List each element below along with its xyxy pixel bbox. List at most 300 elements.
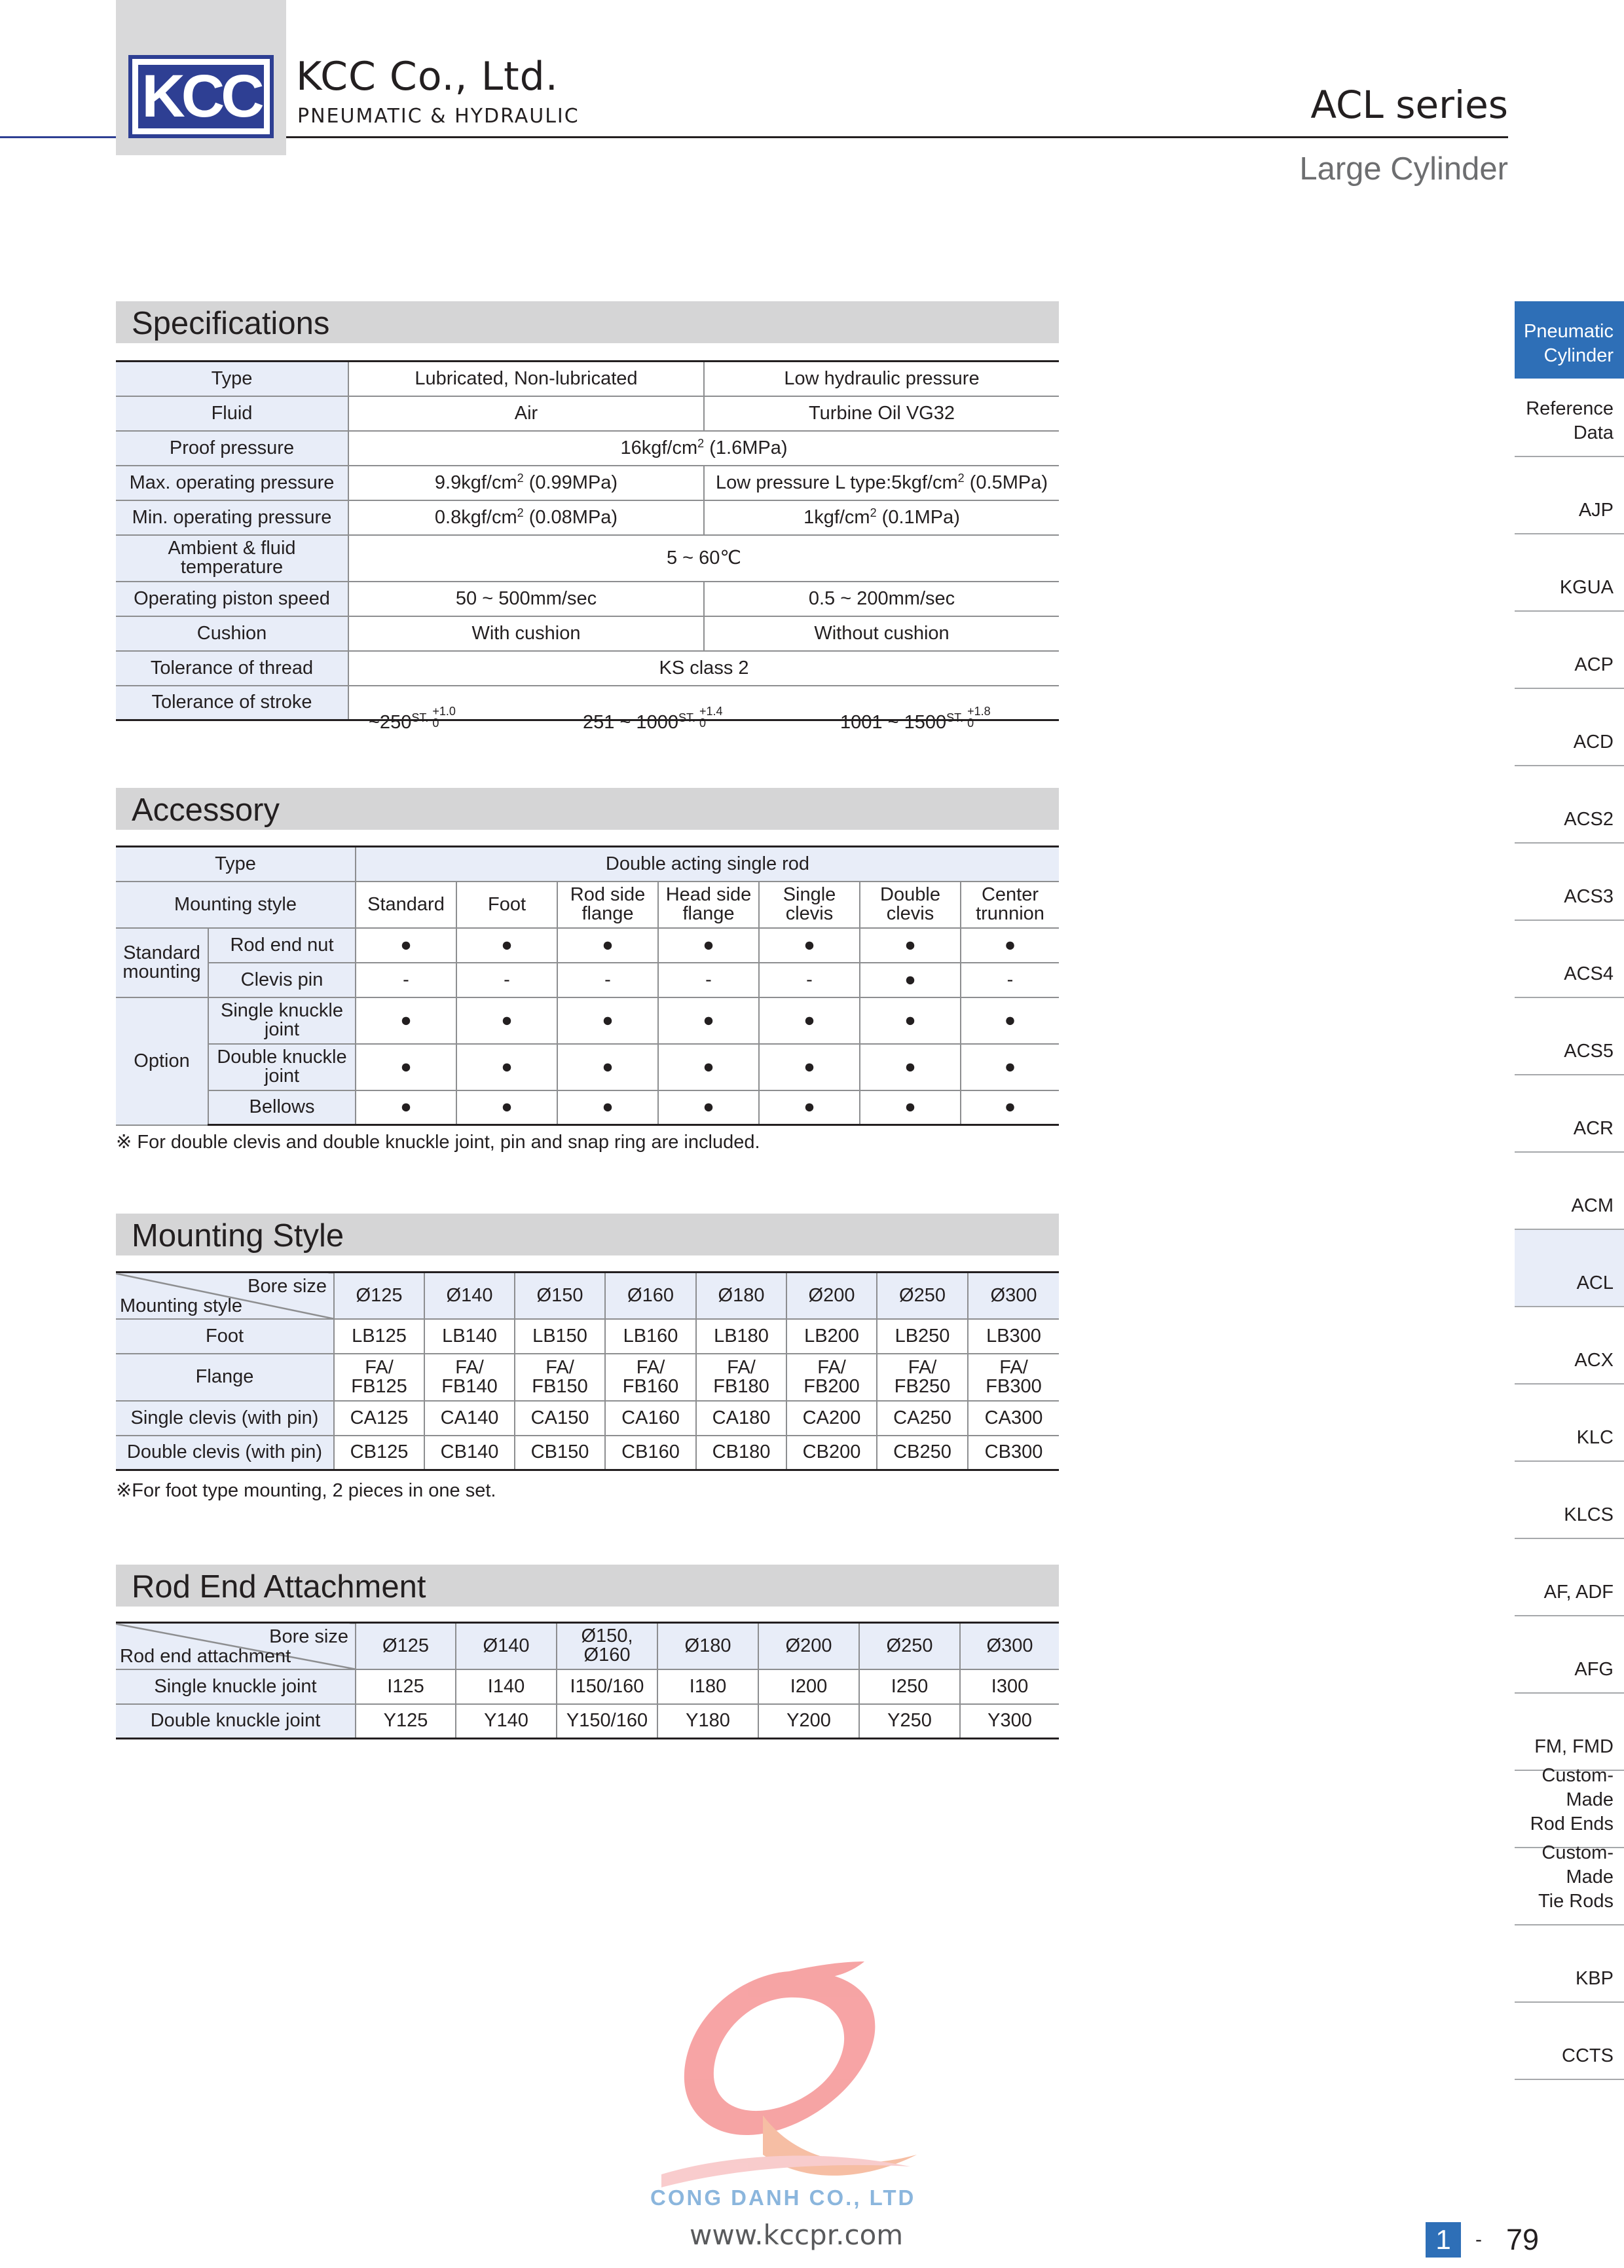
model-code: LB300: [968, 1319, 1059, 1354]
accessory-title: Accessory: [132, 792, 280, 828]
table-row: [116, 582, 1059, 616]
mounting-style-title: Mounting Style: [132, 1218, 344, 1254]
superscript: 2: [697, 436, 705, 450]
row-label: [208, 997, 356, 1044]
nav-item-ajp[interactable]: [1515, 457, 1624, 534]
nav-label: ACD: [1573, 732, 1614, 753]
code-line: FA/: [455, 1356, 484, 1378]
nav-label: KLC: [1576, 1427, 1614, 1448]
value-text: (1.6MPa): [704, 437, 788, 458]
spec-value: 0.5 ~ 200mm/sec: [704, 582, 1059, 616]
availability-mark: ●: [860, 997, 961, 1044]
bore-header: [456, 1623, 557, 1669]
stroke-item: [840, 705, 991, 732]
nav-item-acr[interactable]: [1515, 1075, 1624, 1153]
label-line: Rod end nut: [230, 934, 334, 956]
bore-header: Ø140: [424, 1273, 515, 1319]
model-code: [334, 1354, 424, 1401]
style-header: [557, 882, 658, 928]
code-line: FA/: [999, 1356, 1028, 1378]
label-line: Double knuckle: [217, 1047, 347, 1068]
kcc-logo: [128, 55, 274, 138]
nav-item-acd[interactable]: [1515, 689, 1624, 766]
availability-mark: ●: [456, 997, 557, 1044]
bore-header: Ø300: [968, 1273, 1059, 1319]
nav-item-acm[interactable]: [1515, 1153, 1624, 1230]
model-code: [515, 1354, 605, 1401]
model-code: I250: [859, 1669, 960, 1704]
nav-label: AJP: [1578, 500, 1614, 521]
label-line: Single knuckle: [221, 1000, 343, 1021]
bore-header: Ø125: [334, 1273, 424, 1319]
type-value: Double acting single rod: [356, 847, 1059, 882]
bore-header: Ø160: [605, 1273, 696, 1319]
model-code: LB160: [605, 1319, 696, 1354]
spec-label: Operating piston speed: [116, 582, 348, 616]
spec-label: Min. operating pressure: [116, 500, 348, 535]
availability-mark: ●: [759, 997, 860, 1044]
specifications-table: [116, 360, 1059, 733]
accessory-note: ※ For double clevis and double knuckle joint, pin and snap ring are included.: [116, 1132, 760, 1153]
company-name: KCC Co., Ltd.: [296, 54, 559, 100]
spec-value: [348, 466, 704, 500]
table-row: [116, 1436, 1059, 1470]
code-line: FA/: [636, 1356, 665, 1378]
spec-value: Air: [348, 396, 704, 431]
spec-label: Type: [116, 362, 348, 396]
value-text: (0.1MPa): [876, 506, 960, 528]
availability-mark: ●: [860, 963, 961, 997]
header-line: Ø250: [886, 1635, 933, 1656]
model-code: CB125: [334, 1436, 424, 1470]
availability-mark: ●: [961, 928, 1059, 963]
code-line: FA/: [908, 1356, 937, 1378]
nav-item-kbp[interactable]: [1515, 1925, 1624, 2003]
spec-value: 50 ~ 500mm/sec: [348, 582, 704, 616]
model-code: [696, 1354, 786, 1401]
model-code: LB140: [424, 1319, 515, 1354]
nav-item-ccts[interactable]: [1515, 2003, 1624, 2080]
code-line: FB125: [351, 1375, 407, 1397]
code-line: FB150: [532, 1375, 588, 1397]
availability-mark: ●: [557, 997, 658, 1044]
header-line: Ø140: [483, 1635, 530, 1656]
table-row: [116, 928, 1059, 963]
nav-item-custom-rod-ends[interactable]: [1515, 1765, 1624, 1848]
label-line: Clevis pin: [240, 969, 323, 990]
specifications-title: Specifications: [132, 306, 330, 341]
value-text: 16kgf/cm: [620, 437, 698, 458]
model-code: I200: [758, 1669, 859, 1704]
nav-item-afg[interactable]: [1515, 1616, 1624, 1694]
model-code: I300: [960, 1669, 1059, 1704]
availability-mark: ●: [356, 928, 456, 963]
header-line: Ø200: [785, 1635, 832, 1656]
nav-item-acp[interactable]: [1515, 612, 1624, 689]
model-code: [424, 1354, 515, 1401]
value-text: (0.5MPa): [964, 472, 1048, 493]
bore-header: [758, 1623, 859, 1669]
stroke-item: [369, 705, 456, 732]
model-code: LB250: [877, 1319, 968, 1354]
model-code: CA140: [424, 1401, 515, 1436]
nav-label: ACM: [1571, 1195, 1614, 1216]
mounting-style-header: [116, 1214, 1059, 1255]
row-label: [208, 928, 356, 963]
code-line: FB250: [894, 1375, 951, 1397]
header-line: flange: [682, 903, 735, 924]
nav-item-kgua[interactable]: [1515, 534, 1624, 612]
series-title: ACL series: [1310, 83, 1508, 127]
model-code: CB150: [515, 1436, 605, 1470]
mounting-style-note: ※For foot type mounting, 2 pieces in one set.: [116, 1480, 496, 1501]
header-line: Ø180: [684, 1635, 731, 1656]
bore-header: Ø180: [696, 1273, 786, 1319]
value-text: Low pressure L type:5kgf/cm: [716, 472, 958, 493]
model-code: Y125: [356, 1704, 456, 1739]
availability-mark: -: [759, 963, 860, 997]
spec-value: With cushion: [348, 616, 704, 651]
row-label: Single knuckle joint: [116, 1669, 356, 1704]
rod-end-title: Rod End Attachment: [132, 1569, 426, 1605]
group-line: mounting: [122, 961, 201, 982]
table-row: [116, 686, 1059, 720]
model-code: CB200: [786, 1436, 877, 1470]
model-code: Y200: [758, 1704, 859, 1739]
company-subtitle: PNEUMATIC & HYDRAULIC: [297, 105, 580, 128]
availability-mark: ●: [456, 1044, 557, 1090]
rod-end-header: [116, 1565, 1059, 1607]
tolerance-upper: +1.8: [967, 704, 991, 718]
corner-bottom-label: Mounting style: [120, 1295, 242, 1316]
availability-mark: ●: [658, 997, 759, 1044]
table-row: [116, 1090, 1059, 1125]
code-line: FB200: [803, 1375, 860, 1397]
availability-mark: ●: [456, 928, 557, 963]
nav-label: AF, ADF: [1543, 1582, 1614, 1603]
availability-mark: ●: [557, 928, 658, 963]
model-code: CB300: [968, 1436, 1059, 1470]
series-subtitle: Large Cylinder: [1299, 151, 1508, 187]
bore-header: Ø200: [786, 1273, 877, 1319]
row-label: Flange: [116, 1354, 334, 1401]
table-row: [116, 963, 1059, 997]
nav-item-reference-data[interactable]: [1515, 380, 1624, 457]
nav-item-custom-tie-rods[interactable]: [1515, 1842, 1624, 1925]
group-standard-mounting: [116, 928, 208, 997]
model-code: CA200: [786, 1401, 877, 1436]
spec-label: Tolerance of thread: [116, 651, 348, 686]
table-row: [116, 396, 1059, 431]
nav-item-klc[interactable]: [1515, 1385, 1624, 1462]
nav-item-acs2[interactable]: [1515, 766, 1624, 844]
spec-value: [704, 466, 1059, 500]
availability-mark: ●: [759, 928, 860, 963]
label-line: joint: [264, 1066, 300, 1087]
spec-label: Fluid: [116, 396, 348, 431]
availability-mark: ●: [759, 1044, 860, 1090]
row-label: Double knuckle joint: [116, 1704, 356, 1739]
spec-value: Turbine Oil VG32: [704, 396, 1059, 431]
nav-label: Custom- Made Tie Rods: [1538, 1842, 1614, 1912]
table-row: [116, 651, 1059, 686]
table-row: [116, 1319, 1059, 1354]
style-header: [860, 882, 961, 928]
nav-item-klcs[interactable]: [1515, 1462, 1624, 1539]
model-code: Y300: [960, 1704, 1059, 1739]
tolerance-fraction: [699, 705, 723, 729]
spec-value: Lubricated, Non-lubricated: [348, 362, 704, 396]
page-separator: -: [1475, 2229, 1482, 2250]
model-code: CB180: [696, 1436, 786, 1470]
code-line: FA/: [545, 1356, 574, 1378]
label-line: joint: [264, 1019, 300, 1040]
group-line: Standard: [123, 942, 200, 963]
nav-item-acs5[interactable]: [1515, 998, 1624, 1075]
model-code: [877, 1354, 968, 1401]
bore-header: [557, 1623, 657, 1669]
value-text: (0.08MPa): [523, 506, 618, 528]
corner-top-label: Bore size: [269, 1626, 348, 1647]
header-rule-right: [286, 136, 1508, 138]
spec-label: [116, 535, 348, 582]
label-line: Bellows: [249, 1096, 315, 1118]
page-number: 79: [1506, 2223, 1540, 2256]
model-code: [968, 1354, 1059, 1401]
superscript: 2: [517, 471, 524, 485]
stroke-st: ST.: [678, 711, 695, 724]
nav-label: ACS4: [1564, 963, 1614, 984]
availability-mark: -: [557, 963, 658, 997]
tolerance-upper: +1.0: [432, 704, 456, 718]
table-row: [116, 997, 1059, 1044]
nav-label: Custom- Made Rod Ends: [1530, 1765, 1614, 1834]
row-label: Single clevis (with pin): [116, 1401, 334, 1436]
header-line: clevis: [886, 903, 934, 924]
tolerance-fraction: [967, 705, 991, 729]
group-option: Option: [116, 997, 208, 1125]
nav-label: ACP: [1574, 654, 1614, 675]
mounting-style-label: Mounting style: [116, 882, 356, 928]
table-row: [116, 616, 1059, 651]
header-line: Single: [783, 884, 836, 905]
model-code: CB160: [605, 1436, 696, 1470]
model-code: LB200: [786, 1319, 877, 1354]
superscript: 2: [957, 471, 965, 485]
model-code: CA125: [334, 1401, 424, 1436]
header-line: flange: [581, 903, 634, 924]
header-line: Ø125: [382, 1635, 429, 1656]
nav-label: ACR: [1573, 1118, 1614, 1139]
availability-mark: ●: [961, 1090, 1059, 1125]
label-line: temperature: [180, 557, 284, 578]
bore-header: Ø250: [877, 1273, 968, 1319]
availability-mark: ●: [557, 1090, 658, 1125]
nav-item-acl[interactable]: [1515, 1230, 1624, 1307]
row-label: [208, 963, 356, 997]
availability-mark: ●: [860, 1044, 961, 1090]
nav-item-acs3[interactable]: [1515, 844, 1624, 921]
stroke-item: [583, 705, 723, 732]
nav-label: Pneumatic Cylinder: [1523, 321, 1614, 366]
stroke-st: ST.: [411, 711, 429, 724]
bore-header: Ø150: [515, 1273, 605, 1319]
bore-header: [356, 1623, 456, 1669]
availability-mark: ●: [961, 997, 1059, 1044]
model-code: Y250: [859, 1704, 960, 1739]
model-code: Y150/160: [557, 1704, 657, 1739]
spec-label: Max. operating pressure: [116, 466, 348, 500]
superscript: 2: [517, 506, 524, 519]
superscript: 2: [870, 506, 877, 519]
header-line: Ø150,: [581, 1626, 633, 1647]
label-line: Ambient & fluid: [168, 538, 296, 559]
nav-label: ACS3: [1564, 886, 1614, 907]
header-line: Rod side: [570, 884, 646, 905]
model-code: CA180: [696, 1401, 786, 1436]
header-line: trunnion: [976, 903, 1044, 924]
model-code: CA160: [605, 1401, 696, 1436]
model-code: I125: [356, 1669, 456, 1704]
watermark-logo-icon: [648, 1958, 923, 2194]
header-line: Double: [880, 884, 940, 905]
value-text: (0.99MPa): [523, 472, 618, 493]
header-line: Standard: [367, 893, 445, 915]
mounting-style-table: [116, 1271, 1059, 1471]
spec-label: Tolerance of stroke: [116, 686, 348, 720]
nav-label: AFG: [1574, 1659, 1614, 1680]
row-label: [208, 1090, 356, 1125]
style-header: [356, 882, 456, 928]
model-code: LB125: [334, 1319, 424, 1354]
code-line: FB160: [622, 1375, 679, 1397]
model-code: CA300: [968, 1401, 1059, 1436]
availability-mark: ●: [759, 1090, 860, 1125]
code-line: FB180: [713, 1375, 769, 1397]
corner-header: [116, 1273, 334, 1319]
nav-item-af-adf[interactable]: [1515, 1539, 1624, 1616]
accessory-header: [116, 788, 1059, 830]
nav-label: KBP: [1575, 1968, 1614, 1989]
stroke-range: 1001 ~ 1500: [840, 711, 947, 733]
nav-item-pneumatic-cylinder[interactable]: [1515, 301, 1624, 379]
tolerance-upper: +1.4: [699, 704, 723, 718]
spec-value: [348, 500, 704, 535]
nav-item-acs4[interactable]: [1515, 921, 1624, 998]
availability-mark: ●: [356, 997, 456, 1044]
nav-label: ACL: [1576, 1273, 1614, 1293]
availability-mark: -: [961, 963, 1059, 997]
website-url: www.kccpr.com: [690, 2219, 904, 2251]
spec-value: 5 ~ 60℃: [348, 535, 1059, 582]
corner-bottom-label: Rod end attachment: [120, 1645, 291, 1667]
header-line: Foot: [487, 893, 526, 915]
watermark-text: CONG DANH CO., LTD: [650, 2185, 916, 2210]
model-code: I140: [456, 1669, 557, 1704]
availability-mark: ●: [658, 1044, 759, 1090]
availability-mark: ●: [860, 928, 961, 963]
tolerance-lower: 0: [699, 716, 706, 730]
header-line: Ø300: [986, 1635, 1033, 1656]
nav-label: ACS2: [1564, 809, 1614, 830]
style-header: [759, 882, 860, 928]
model-code: CA250: [877, 1401, 968, 1436]
availability-mark: ●: [557, 1044, 658, 1090]
bore-header: [960, 1623, 1059, 1669]
row-label: Double clevis (with pin): [116, 1436, 334, 1470]
availability-mark: -: [456, 963, 557, 997]
tolerance-lower: 0: [432, 716, 439, 730]
code-line: FA/: [727, 1356, 756, 1378]
stroke-st: ST.: [946, 711, 964, 724]
header-line: Center: [981, 884, 1039, 905]
type-label: Type: [116, 847, 356, 882]
spec-label: Cushion: [116, 616, 348, 651]
table-row: [116, 431, 1059, 466]
nav-item-fm-fmd[interactable]: [1515, 1694, 1624, 1771]
table-row: [116, 500, 1059, 535]
table-row: [116, 1623, 1059, 1669]
table-row: [116, 362, 1059, 396]
model-code: [605, 1354, 696, 1401]
model-code: Y180: [657, 1704, 758, 1739]
model-code: Y140: [456, 1704, 557, 1739]
stroke-range: 251 ~ 1000: [583, 711, 678, 733]
style-header: [961, 882, 1059, 928]
availability-mark: ●: [356, 1090, 456, 1125]
bore-header: [859, 1623, 960, 1669]
code-line: FA/: [817, 1356, 846, 1378]
stroke-tolerance-cell: [348, 686, 1059, 733]
availability-mark: ●: [356, 1044, 456, 1090]
logo-text: KCC: [138, 65, 264, 128]
model-code: LB180: [696, 1319, 786, 1354]
spec-value: Without cushion: [704, 616, 1059, 651]
availability-mark: -: [658, 963, 759, 997]
row-label: [208, 1044, 356, 1090]
value-text: 1kgf/cm: [803, 506, 870, 528]
page-section-badge: 1: [1426, 2222, 1461, 2258]
nav-item-acx[interactable]: [1515, 1307, 1624, 1385]
row-label: Foot: [116, 1319, 334, 1354]
style-header: [456, 882, 557, 928]
availability-mark: ●: [961, 1044, 1059, 1090]
spec-value: [704, 500, 1059, 535]
spec-value: Low hydraulic pressure: [704, 362, 1059, 396]
model-code: [786, 1354, 877, 1401]
model-code: I180: [657, 1669, 758, 1704]
table-row: [116, 466, 1059, 500]
table-row: [116, 882, 1059, 928]
table-row: [116, 1354, 1059, 1401]
nav-label: FM, FMD: [1534, 1736, 1614, 1757]
tolerance-fraction: [432, 705, 456, 729]
availability-mark: ●: [860, 1090, 961, 1125]
model-code: LB150: [515, 1319, 605, 1354]
table-row: [116, 1044, 1059, 1090]
spec-value: KS class 2: [348, 651, 1059, 686]
header-line: Ø160: [583, 1645, 631, 1666]
corner-header: [116, 1623, 356, 1669]
table-row: [116, 535, 1059, 582]
rod-end-table: [116, 1622, 1059, 1739]
table-row: [116, 1704, 1059, 1739]
corner-top-label: Bore size: [248, 1276, 327, 1297]
spec-label: Proof pressure: [116, 431, 348, 466]
table-row: [116, 1669, 1059, 1704]
stroke-range: ~250: [369, 711, 412, 733]
tolerance-lower: 0: [967, 716, 974, 730]
